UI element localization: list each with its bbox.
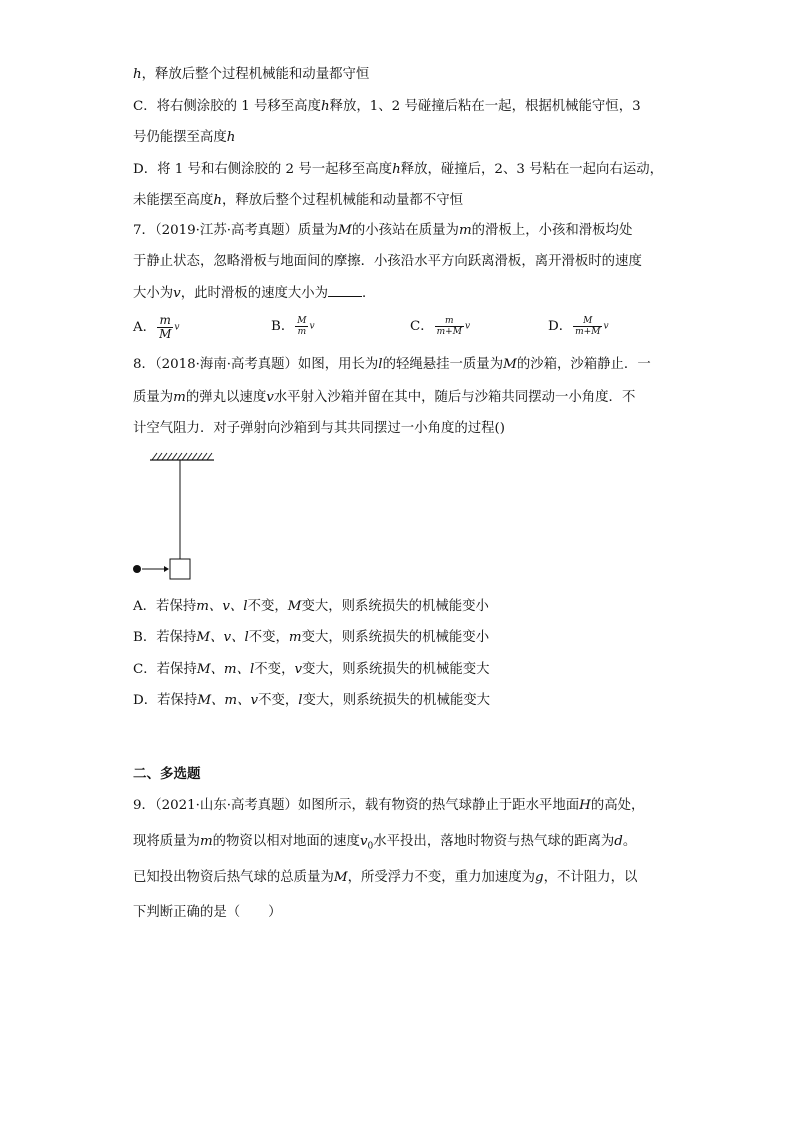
q8-line-2 xyxy=(133,389,635,407)
q8-line-1 xyxy=(133,356,651,374)
q8-option-d xyxy=(133,692,490,710)
text: D．若保持 xyxy=(133,693,198,708)
var-h: h xyxy=(226,130,236,145)
q9-line-1 xyxy=(133,797,644,815)
text: ) xyxy=(499,421,506,436)
option-label: A． xyxy=(133,320,157,335)
text: 变大，则系统损失的机械能变小 xyxy=(301,630,490,645)
var: v xyxy=(294,662,303,677)
fraction xyxy=(435,316,464,337)
var-m: m xyxy=(458,223,472,238)
text: ，此时滑板的速度大小为 xyxy=(180,286,329,301)
text: 计空气阻力．对子弹射向沙箱到与其共同摆过一小角度的过程( xyxy=(133,421,500,436)
prev-option-c-line-2 xyxy=(133,129,235,147)
prev-option-d-line-2 xyxy=(133,192,463,210)
var-l: l xyxy=(378,357,383,372)
q8-option-c xyxy=(133,661,490,679)
text: 不变， xyxy=(247,599,288,614)
q7-line-3 xyxy=(133,284,375,303)
fraction xyxy=(573,316,602,337)
var-d: d xyxy=(614,834,623,849)
var-v: v xyxy=(464,321,471,332)
sand-box xyxy=(170,559,190,579)
text: 的沙箱，沙箱静止．一 xyxy=(516,357,651,372)
q7-option-c xyxy=(410,316,470,337)
prev-option-d-line-1 xyxy=(133,161,663,179)
text: 未能摆至高度 xyxy=(133,193,214,208)
vars: M、v、l xyxy=(196,630,249,645)
fraction xyxy=(295,316,308,337)
pendulum-sandbox-figure xyxy=(128,448,228,584)
var: l xyxy=(298,693,303,708)
var-v: v xyxy=(309,321,315,332)
q7-option-b xyxy=(271,316,315,337)
var-v: v xyxy=(174,322,180,333)
option-label: C． xyxy=(410,319,434,334)
var-v: v xyxy=(173,286,181,301)
numerator: m xyxy=(157,314,173,328)
var-h: h xyxy=(133,67,142,82)
denominator: M xyxy=(159,327,172,341)
text: ，不计阻力，以 xyxy=(543,870,638,885)
q7-line-2 xyxy=(133,253,642,271)
q8-option-b xyxy=(133,629,489,647)
bullet xyxy=(133,565,141,573)
text: 释放，碰撞后，2、3 号粘在一起向右运动， xyxy=(400,162,664,177)
text: ） xyxy=(268,905,282,920)
text: ，所受浮力不变，重力加速度为 xyxy=(347,870,536,885)
text: 的弹丸以速度 xyxy=(185,390,267,405)
denominator: m+M xyxy=(575,327,601,337)
q8-line-3 xyxy=(133,420,505,438)
prev-option-c-line-1 xyxy=(133,98,641,116)
var-h: h xyxy=(320,99,330,114)
var: M xyxy=(287,599,302,614)
text: D．将 1 号和右侧涂胶的 2 号一起移至高度 xyxy=(133,162,393,177)
text: 8．（2018·海南·高考真题）如图，用长为 xyxy=(133,357,379,372)
answer-blank xyxy=(328,284,362,297)
vars: M、m、l xyxy=(196,662,255,677)
text: 不变， xyxy=(254,662,295,677)
vars: M、m、v xyxy=(197,693,259,708)
text: 的高处， xyxy=(590,798,645,813)
var-h: h xyxy=(392,162,401,177)
ceiling-hatch xyxy=(152,453,212,460)
velocity-arrow-head xyxy=(164,566,169,572)
prev-question-line-1 xyxy=(133,66,369,84)
numerator: M xyxy=(573,316,602,327)
q7-option-a xyxy=(133,314,179,341)
text: B．若保持 xyxy=(133,630,197,645)
text: 现将质量为 xyxy=(133,834,200,849)
text: 已知投出物资后热气球的总质量为 xyxy=(133,870,334,885)
text: 不变， xyxy=(248,630,289,645)
text: 释放，1、2 号碰撞后粘在一起，根据机械能守恒，3 xyxy=(329,99,641,114)
var-v: v xyxy=(603,321,609,332)
q9-line-3 xyxy=(133,869,637,887)
option-label: B． xyxy=(271,319,295,334)
numerator: M xyxy=(297,316,307,326)
var-g: g xyxy=(535,870,544,885)
text: 变大，则系统损失的机械能变大 xyxy=(302,693,491,708)
q9-line-4 xyxy=(133,904,282,922)
text: ，释放后整个过程机械能和动量都守恒 xyxy=(141,67,370,82)
text: C．若保持 xyxy=(133,662,197,677)
text: 的小孩站在质量为 xyxy=(351,223,459,238)
denominator: m+M xyxy=(436,327,462,337)
text: ． xyxy=(362,286,376,301)
var-M: M xyxy=(333,870,348,885)
text: 大小为 xyxy=(133,286,174,301)
fraction xyxy=(157,314,173,341)
q9-line-2 xyxy=(133,833,636,856)
var-v0: v xyxy=(359,834,368,849)
q7-option-d xyxy=(548,316,609,337)
text: 水平射入沙箱并留在其中，随后与沙箱共同摆动一小角度．不 xyxy=(273,390,636,405)
var-m: m xyxy=(199,834,213,849)
text: 的物资以相对地面的速度 xyxy=(212,834,360,849)
var-v: v xyxy=(266,390,274,405)
text: 号仍能摆至高度 xyxy=(133,130,227,145)
text: 于静止状态，忽略滑板与地面间的摩擦．小孩沿水平方向跃离滑板，离开滑板时的速度 xyxy=(133,254,642,269)
var-m: m xyxy=(173,390,186,405)
var-h: h xyxy=(213,193,222,208)
text: 水平投出，落地时物资与热气球的距离为 xyxy=(373,834,615,849)
numerator: m xyxy=(435,316,464,327)
var-H: H xyxy=(579,798,591,813)
text: C．将右侧涂胶的 1 号移至高度 xyxy=(133,99,321,114)
var-M: M xyxy=(338,223,352,238)
text: 不变， xyxy=(258,693,299,708)
section-title: 二、多选题 xyxy=(133,766,201,782)
text: 的滑板上，小孩和滑板均处 xyxy=(471,223,633,238)
text: 变大，则系统损失的机械能变大 xyxy=(302,662,490,677)
text: 质量为 xyxy=(133,390,174,405)
text: 下判断正确的是（ xyxy=(133,905,241,920)
text: 变大，则系统损失的机械能变小 xyxy=(301,599,489,614)
denominator: m xyxy=(297,327,307,337)
text: 7．（2019·江苏·高考真题）质量为 xyxy=(133,223,339,238)
text: A．若保持 xyxy=(133,599,197,614)
var: m xyxy=(288,630,302,645)
var-M: M xyxy=(503,357,517,372)
text: 9．（2021·山东·高考真题）如图所示，载有物资的热气球静止于距水平地面 xyxy=(133,798,580,813)
q7-line-1 xyxy=(133,222,632,240)
text: 。 xyxy=(622,834,637,849)
option-label: D． xyxy=(548,319,573,334)
subscript: 0 xyxy=(367,841,374,852)
q8-option-a xyxy=(133,598,489,616)
text: ，释放后整个过程机械能和动量都不守恒 xyxy=(221,193,463,208)
vars: m、v、l xyxy=(196,599,248,614)
text: 的轻绳悬挂一质量为 xyxy=(382,357,504,372)
